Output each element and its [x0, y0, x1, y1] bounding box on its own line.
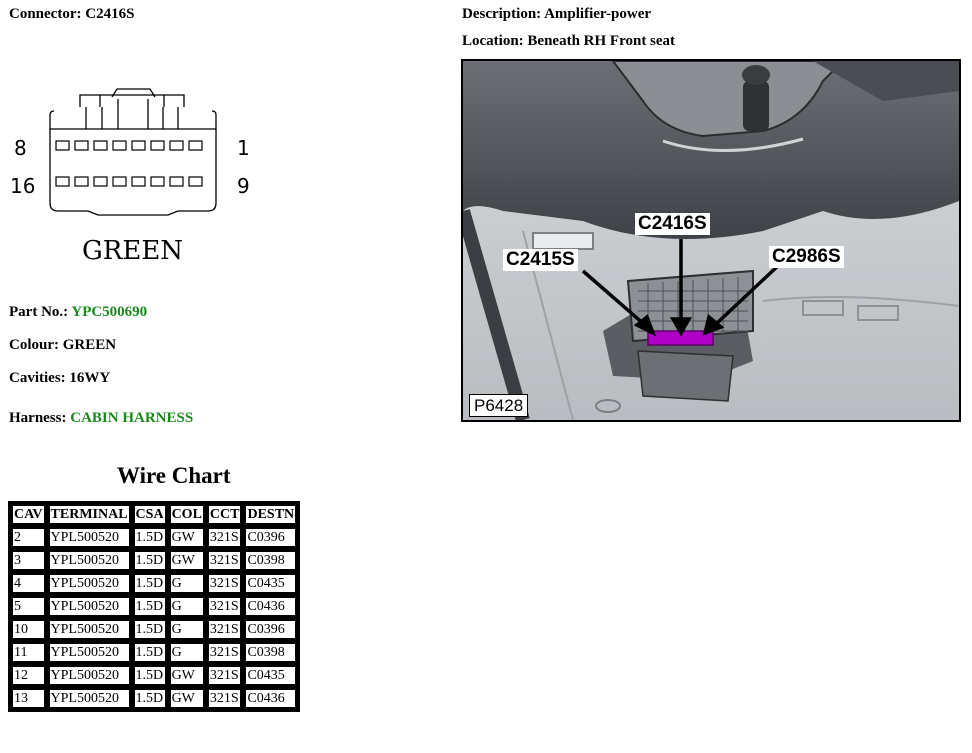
table-cell: C0396	[243, 618, 298, 641]
table-cell: 5	[10, 595, 47, 618]
wire-chart-title: Wire Chart	[117, 463, 231, 488]
pin-cavity	[132, 177, 145, 186]
pin-cavity	[189, 177, 202, 186]
pin-row-bottom	[56, 177, 202, 186]
table-cell: C0436	[243, 687, 298, 710]
table-cell: G	[168, 595, 206, 618]
harness-line	[9, 410, 193, 427]
description-value: Amplifier-power	[544, 6, 652, 22]
part-number-label: Part No.:	[9, 304, 69, 320]
table-row	[10, 641, 298, 664]
table-cell: 321S	[206, 687, 244, 710]
table-cell: 3	[10, 549, 47, 572]
pin-cavity	[132, 141, 145, 150]
harness-label: Harness:	[9, 410, 67, 426]
column-header: TERMINAL	[47, 503, 132, 526]
pin-label-9: 9	[237, 174, 250, 198]
table-cell: 321S	[206, 664, 244, 687]
table-cell: YPL500520	[47, 641, 132, 664]
callout-c2415s: C2415S	[503, 249, 578, 271]
location-photo	[461, 59, 961, 422]
connector-value: C2416S	[85, 6, 135, 22]
table-cell: G	[168, 641, 206, 664]
column-header: CSA	[132, 503, 168, 526]
table-cell: 1.5D	[132, 572, 168, 595]
table-row	[10, 595, 298, 618]
table-cell: 10	[10, 618, 47, 641]
table-cell: YPL500520	[47, 572, 132, 595]
pin-cavity	[56, 177, 69, 186]
table-cell: 12	[10, 664, 47, 687]
callout-c2416s: C2416S	[635, 213, 710, 235]
table-cell: G	[168, 572, 206, 595]
pin-cavity	[113, 141, 126, 150]
table-cell: 321S	[206, 526, 244, 549]
photo-id-label: P6428	[469, 394, 528, 417]
table-cell: GW	[168, 664, 206, 687]
table-cell: YPL500520	[47, 595, 132, 618]
pin-cavity	[75, 141, 88, 150]
table-cell: C0398	[243, 641, 298, 664]
table-cell: 11	[10, 641, 47, 664]
colour-value: GREEN	[62, 337, 117, 353]
pin-cavity	[189, 141, 202, 150]
connector-label: Connector:	[9, 6, 82, 22]
table-cell: 1.5D	[132, 687, 168, 710]
callout-c2986s: C2986S	[769, 246, 844, 268]
table-cell: 1.5D	[132, 664, 168, 687]
column-header: DESTN	[243, 503, 298, 526]
harness-link[interactable]: CABIN HARNESS	[70, 410, 194, 426]
location-label: Location:	[462, 33, 524, 49]
table-cell: 1.5D	[132, 641, 168, 664]
column-header: COL	[168, 503, 206, 526]
connector-line	[9, 6, 134, 23]
cavities-line	[9, 370, 110, 387]
colour-caption: GREEN	[82, 236, 184, 266]
table-cell: YPL500520	[47, 549, 132, 572]
pin-cavity	[151, 141, 164, 150]
pin-label-1: 1	[237, 136, 250, 160]
table-cell: C0398	[243, 549, 298, 572]
table-row	[10, 618, 298, 641]
table-cell: 1.5D	[132, 618, 168, 641]
pin-cavity	[113, 177, 126, 186]
cavities-label: Cavities:	[9, 370, 66, 386]
table-cell: GW	[168, 687, 206, 710]
table-row	[10, 549, 298, 572]
table-cell: 321S	[206, 641, 244, 664]
colour-label: Colour:	[9, 337, 59, 353]
table-cell: 321S	[206, 595, 244, 618]
part-number-line	[9, 304, 147, 321]
vehicle-interior-illustration	[463, 61, 959, 420]
pin-cavity	[170, 141, 183, 150]
pin-row-top	[56, 141, 202, 150]
table-cell: C0435	[243, 572, 298, 595]
table-cell: 321S	[206, 618, 244, 641]
table-cell: 1.5D	[132, 549, 168, 572]
column-header: CAV	[10, 503, 47, 526]
table-cell: GW	[168, 526, 206, 549]
wire-chart-body	[10, 526, 298, 710]
column-header: CCT	[206, 503, 244, 526]
connector-face-diagram	[0, 85, 270, 270]
cavities-value: 16WY	[69, 370, 111, 386]
table-row	[10, 664, 298, 687]
pin-cavity	[94, 141, 107, 150]
table-row	[10, 687, 298, 710]
pin-cavity	[56, 141, 69, 150]
table-cell: GW	[168, 549, 206, 572]
pin-cavity	[151, 177, 164, 186]
location-line	[462, 33, 675, 50]
pin-label-8: 8	[14, 136, 27, 160]
pin-cavity	[94, 177, 107, 186]
table-cell: 321S	[206, 572, 244, 595]
table-cell: YPL500520	[47, 687, 132, 710]
table-cell: 1.5D	[132, 595, 168, 618]
table-cell: YPL500520	[47, 664, 132, 687]
table-cell: 2	[10, 526, 47, 549]
table-cell: 4	[10, 572, 47, 595]
table-cell: G	[168, 618, 206, 641]
wire-chart-table	[8, 501, 300, 712]
table-cell: YPL500520	[47, 618, 132, 641]
location-value: Beneath RH Front seat	[527, 33, 676, 49]
table-cell: YPL500520	[47, 526, 132, 549]
wire-chart-header-row	[10, 503, 298, 526]
table-cell: 1.5D	[132, 526, 168, 549]
table-row	[10, 572, 298, 595]
table-row	[10, 526, 298, 549]
part-number-link[interactable]: YPC500690	[71, 304, 148, 320]
table-cell: C0435	[243, 664, 298, 687]
table-cell: C0436	[243, 595, 298, 618]
pin-label-16: 16	[10, 174, 36, 198]
description-line	[462, 6, 651, 23]
description-label: Description:	[462, 6, 542, 22]
table-cell: 13	[10, 687, 47, 710]
colour-line	[9, 337, 116, 354]
pin-cavity	[170, 177, 183, 186]
pin-cavity	[75, 177, 88, 186]
table-cell: C0396	[243, 526, 298, 549]
table-cell: 321S	[206, 549, 244, 572]
